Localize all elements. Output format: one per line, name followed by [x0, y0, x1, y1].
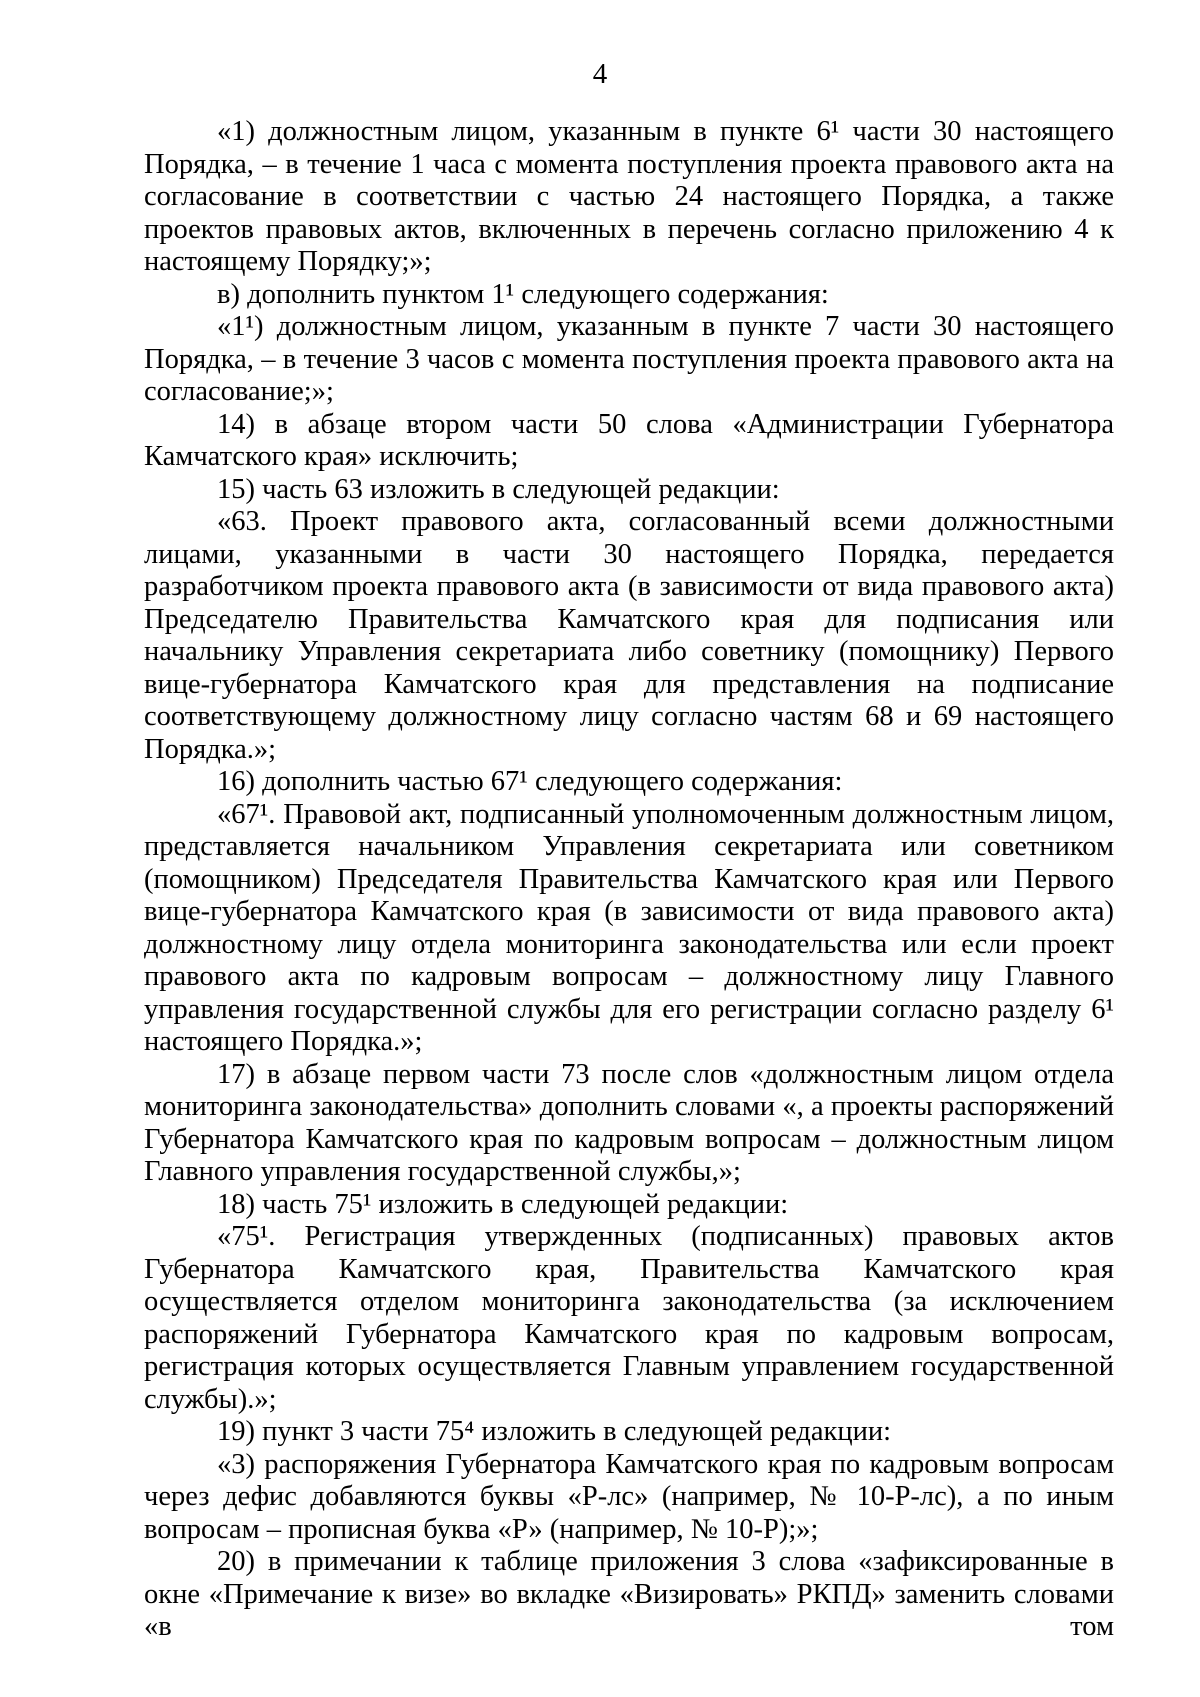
paragraph-15: 15) часть 63 изложить в следующей редакции: [217, 473, 780, 505]
paragraph-subitem-v: в) дополнить пунктом 1¹ следующего содержания: [217, 278, 829, 310]
document-body [144, 116, 1114, 1644]
paragraph-18: 18) часть 75¹ изложить в следующей редакции: [217, 1188, 789, 1220]
paragraph-17: 17) в абзаце первом части 73 после слов «должностным лицом отдела мониторинга законодательства» дополнить словами «, а проекты распоряжений Губернатора Камчатского края по кадровым вопросам – должностным лицом Главного управления государственной службы,»; [144, 1058, 1114, 1187]
paragraph-20: 20) в примечании к таблице приложения 3 слова «зафиксированные в окне «Примечание к визе» во вкладке «Визировать» РКПД» заменить словами «в том [144, 1546, 1114, 1642]
paragraph-item-3-text: «3) распоряжения Губернатора Камчатского края по кадровым вопросам через дефис добавляются буквы «Р-лс» (например, № 10-Р-лс), а по иным вопросам – прописная буква «Р» (например, № 10-Р);»; [144, 1448, 1114, 1545]
paragraph-item-1-text: «1) должностным лицом, указанным в пункте 6¹ части 30 настоящего Порядка, – в течение 1 часа с момента поступления проекта правового акта на согласование в соответствии с частью 24 настоящего Порядка, а также проектов правовых актов, включенных в перечень согласно приложению 4 к настоящему Порядку;»; [144, 116, 1114, 277]
paragraph-19: 19) пункт 3 части 75⁴ изложить в следующей редакции: [217, 1416, 892, 1447]
page-number: 4 [592, 58, 608, 90]
paragraph-item-1-1-text: «1¹) должностным лицом, указанным в пункте 7 части 30 настоящего Порядка, – в течение 3 часов с момента поступления проекта правового акта на согласование;»; [144, 311, 1114, 407]
paragraph-16: 16) дополнить частью 67¹ следующего содержания: [217, 766, 843, 797]
paragraph-part-67-1-text: «67¹. Правовой акт, подписанный уполномоченным должностным лицом, представляется начальником Управления секретариата или советником (помощником) Председателя Правительства Камчатского края или Первого вице-губернатора Камчатского края (в зависимости от вида правового акта) должностному лицу отдела мониторинга законодательства или если проект правового акта по кадровым вопросам – должностному лицу Главного управления государственной службы для его регистрации согласно разделу 6¹ настоящего Порядка.»; [144, 798, 1114, 1057]
paragraph-part-75-1-text: «75¹. Регистрация утвержденных (подписанных) правовых актов Губернатора Камчатского края, Правительства Камчатского края осуществляется отделом мониторинга законодательства (за исключением распоряжений Губернатора Камчатского края по кадровым вопросам, регистрация которых осуществляется Главным управлением государственной службы).»; [144, 1221, 1114, 1415]
paragraph-14: 14) в абзаце втором части 50 слова «Администрации Губернатора Камчатского края» исключить; [144, 408, 1114, 472]
paragraph-part-63-text: «63. Проект правового акта, согласованный всеми должностными лицами, указанными в части 30 настоящего Порядка, передается разработчиком проекта правового акта (в зависимости от вида правового акта) Председателю Правительства Камчатского края для подписания или начальнику Управления секретариата либо советнику (помощнику) Первого вице-губернатора Камчатского края для представления на подписание соответствующему должностному лицу согласно частям 68 и 69 настоящего Порядка.»; [144, 506, 1114, 765]
